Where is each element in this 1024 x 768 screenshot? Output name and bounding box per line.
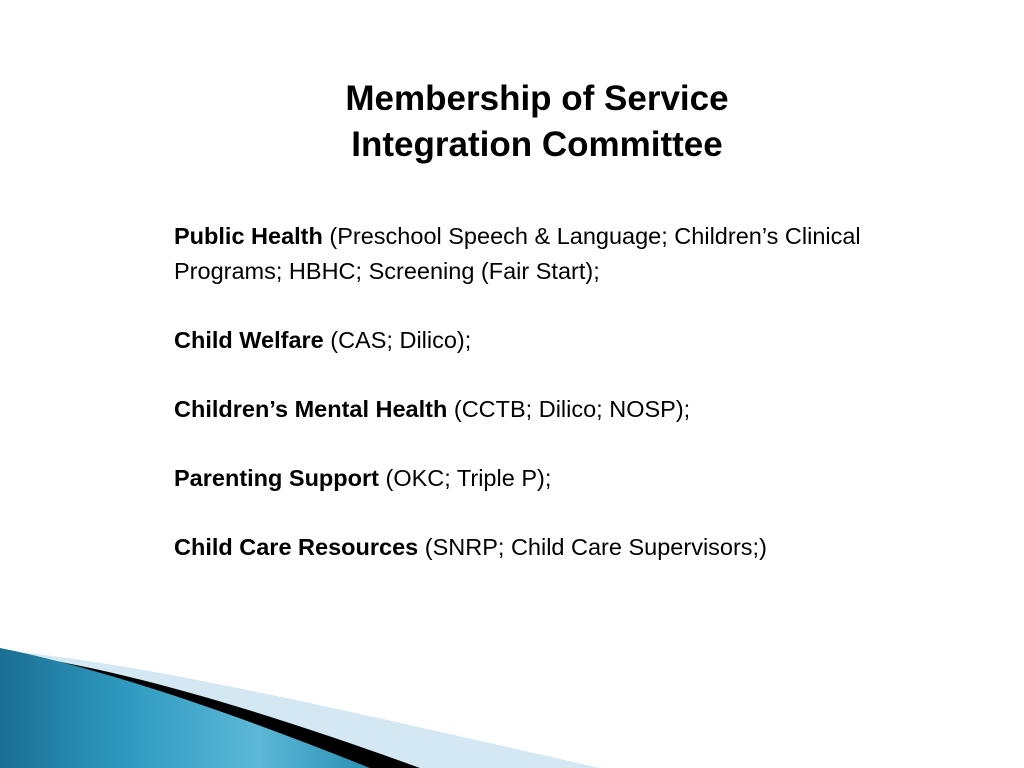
slide-title-line-2: Integration Committee (351, 125, 723, 164)
membership-entry-childrens-mental-health (174, 392, 934, 427)
membership-entry-parenting-support (174, 461, 934, 496)
entry-detail: (OKC; Triple P); (385, 464, 552, 491)
entry-name: Parenting Support (174, 464, 379, 491)
entry-detail: (SNRP; Child Care Supervisors;) (424, 533, 767, 560)
entry-detail: (CCTB; Dilico; NOSP); (453, 395, 691, 422)
entry-name: Child Care Resources (174, 533, 419, 560)
entry-name: Children’s Mental Health (174, 395, 448, 422)
membership-entry-public-health (174, 219, 934, 288)
slide-title-line-1: Membership of Service (345, 79, 729, 118)
entry-name: Public Health (174, 223, 323, 249)
membership-entry-child-care-resources (174, 530, 934, 565)
membership-list (174, 219, 934, 564)
decorative-wave (0, 640, 1024, 768)
entry-name: Child Welfare (174, 326, 324, 353)
slide-title (212, 76, 862, 168)
entry-detail: (CAS; Dilico); (330, 326, 472, 353)
membership-entry-child-welfare (174, 323, 934, 358)
entry-detail: (Preschool Speech & Language; Children’s Clinical Programs; HBHC; Screening (Fair Start); (174, 223, 861, 284)
